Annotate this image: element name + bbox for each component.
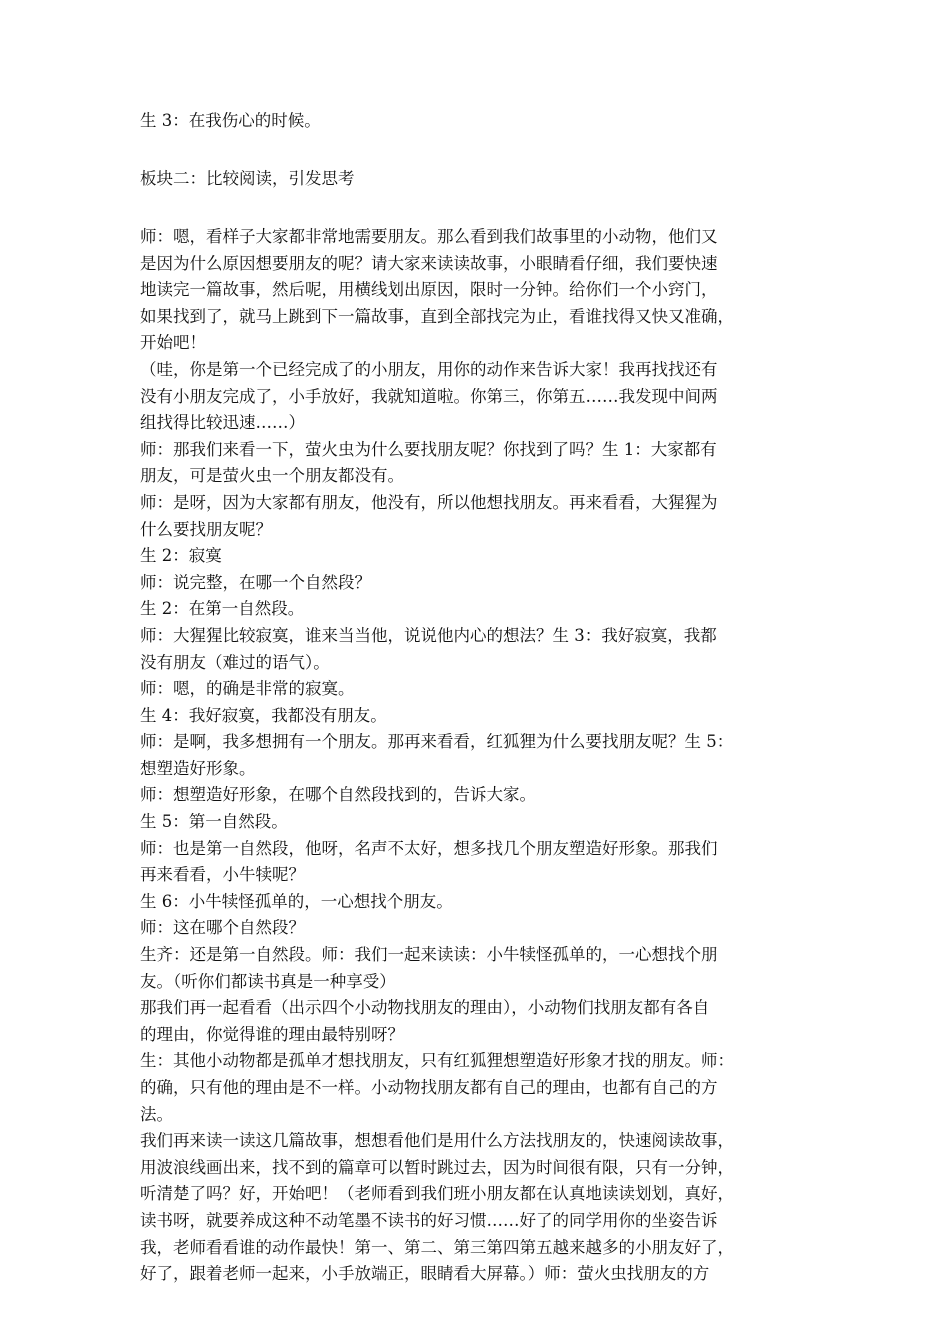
text-line: 生齐：还是第一自然段。师：我们一起来读读：小牛犊怪孤单的，一心想找个朋	[140, 945, 718, 965]
text-line: 没有朋友（难过的语气）。	[140, 652, 330, 672]
text-line: 师：嗯，的确是非常的寂寞。	[140, 679, 355, 699]
section-heading: 板块二：比较阅读，引发思考	[140, 169, 355, 188]
text-line: 是因为什么原因想要朋友的呢？请大家来读读故事，小眼睛看仔细，我们要快速	[140, 253, 718, 273]
text-line: 的确，只有他的理由是不一样。小动物找朋友都有自己的理由，也都有自己的方	[140, 1078, 718, 1097]
text-line: 的理由，你觉得谁的理由最特别呀？	[140, 1024, 404, 1044]
text-line: 师：说完整，在哪一个自然段？	[140, 572, 371, 592]
text-line: 我们再来读一读这几篇故事，想想看他们是用什么方法找朋友的，快速阅读故事，	[140, 1131, 734, 1151]
text-line: 那我们再一起看看（出示四个小动物找朋友的理由），小动物们找朋友都有各自	[140, 998, 710, 1018]
text-line: 生 5：第一自然段。	[140, 812, 288, 832]
text-line: 用波浪线画出来，找不到的篇章可以暂时跳过去，因为时间很有限，只有一分钟，	[140, 1157, 734, 1177]
top-line: 生 3：在我伤心的时候。	[140, 111, 321, 130]
text-line: 生 2：在第一自然段。	[140, 599, 305, 619]
document-page	[140, 108, 820, 1288]
text-line: 读书呀，就要养成这种不动笔墨不读书的好习惯……好了的同学用你的坐姿告诉	[140, 1210, 718, 1230]
text-line: 什么要找朋友呢？	[140, 519, 272, 539]
spacer	[140, 134, 820, 166]
text-line: （哇，你是第一个已经完成了的小朋友，用你的动作来告诉大家！我再找找还有	[140, 359, 718, 379]
text-line: 师：想塑造好形象，在哪个自然段找到的，告诉大家。	[140, 785, 536, 805]
text-line: 我，老师看看谁的动作最快！第一、第二、第三第四第五越来越多的小朋友好了，	[140, 1237, 734, 1257]
text-line: 开始吧！	[140, 333, 206, 353]
text-line: 想塑造好形象。	[140, 758, 256, 778]
text-line: 听清楚了吗？好，开始吧！（老师看到我们班小朋友都在认真地读读划划，真好，	[140, 1184, 734, 1204]
text-line: 师：也是第一自然段，他呀，名声不太好，想多找几个朋友塑造好形象。那我们	[140, 838, 718, 858]
text-line: 法。	[140, 1104, 173, 1124]
text-line: 师：那我们来看一下，萤火虫为什么要找朋友呢？你找到了吗？生 1：大家都有	[140, 439, 717, 459]
text-line: 组找得比较迅速……）	[140, 413, 305, 433]
text-line: 朋友，可是萤火虫一个朋友都没有。	[140, 466, 404, 486]
text-line: 好了，跟着老师一起来，小手放端正，眼睛看大屏幕。）师：萤火虫找朋友的方	[140, 1264, 710, 1284]
text-line: 没有小朋友完成了，小手放好，我就知道啦。你第三，你第五……我发现中间两	[140, 386, 718, 406]
text-line: 师：嗯，看样子大家都非常地需要朋友。那么看到我们故事里的小动物，他们又	[140, 227, 718, 246]
text-line: 如果找到了，就马上跳到下一篇故事，直到全部找完为止，看谁找得又快又准确，	[140, 306, 734, 326]
text-line: 师：这在哪个自然段？	[140, 918, 305, 938]
text-line: 地读完一篇故事，然后呢，用横线划出原因，限时一分钟。给你们一个小窍门，	[140, 280, 718, 300]
text-line: 友。（听你们都读书真是一种享受）	[140, 971, 396, 991]
text-line: 师：是呀，因为大家都有朋友，他没有，所以他想找朋友。再来看看，大猩猩为	[140, 492, 718, 512]
spacer	[140, 192, 820, 224]
text-line: 再来看看，小牛犊呢？	[140, 865, 305, 885]
text-line: 生 2：寂寞	[140, 546, 222, 566]
dialogue-body	[140, 224, 820, 1288]
text-line: 师：是啊，我多想拥有一个朋友。那再来看看，红狐狸为什么要找朋友呢？生 5：	[140, 732, 734, 752]
text-line: 生：其他小动物都是孤单才想找朋友，只有红狐狸想塑造好形象才找的朋友。师：	[140, 1051, 734, 1071]
text-line: 生 6：小牛犊怪孤单的，一心想找个朋友。	[140, 891, 453, 911]
text-line: 生 4：我好寂寞，我都没有朋友。	[140, 705, 387, 725]
text-line: 师：大猩猩比较寂寞，谁来当当他，说说他内心的想法？生 3：我好寂寞，我都	[140, 625, 717, 645]
